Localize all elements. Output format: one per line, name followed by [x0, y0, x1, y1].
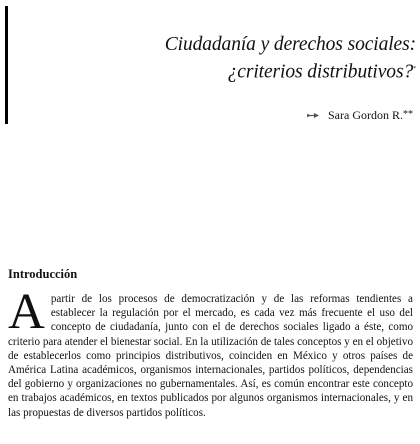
title-footnote-marker: *: [413, 66, 416, 72]
body-paragraph: [8, 284, 413, 420]
author-name: Sara Gordon R.: [328, 108, 403, 122]
article-title: [165, 33, 416, 85]
drop-cap: A: [8, 284, 45, 340]
paragraph-text: partir de los procesos de democratización y de las reformas tendientes a establecer la regulación por el mercado, es cada vez más frecuente el uso del concepto de ciudadanía, junto con el de derechos sociales ligado a éste, como criterio para atender el bienestar social. En la utilización de tales conceptos y en el objetivo de establecerlos como principios distributivos, coinciden en México y otros países de América Latina académicos, organismos internacionales, partidos políticos, dependencias del gobierno y organizaciones no gubernamentales. Así, es común encontrar este concepto en trabajos académicos, en textos publicados por algunos organismos internacionales, y en las propuestas de diversos partidos políticos.: [8, 293, 413, 419]
title-line-2: ¿criterios distributivos?: [227, 61, 414, 83]
quill-dash-icon: [306, 111, 320, 119]
author-footnote-marker: **: [403, 109, 413, 120]
author-line: [306, 107, 413, 123]
title-line-1: Ciudadanía y derechos sociales:: [164, 34, 416, 55]
title-block: [5, 6, 418, 124]
section-heading: Introducción: [8, 267, 78, 281]
